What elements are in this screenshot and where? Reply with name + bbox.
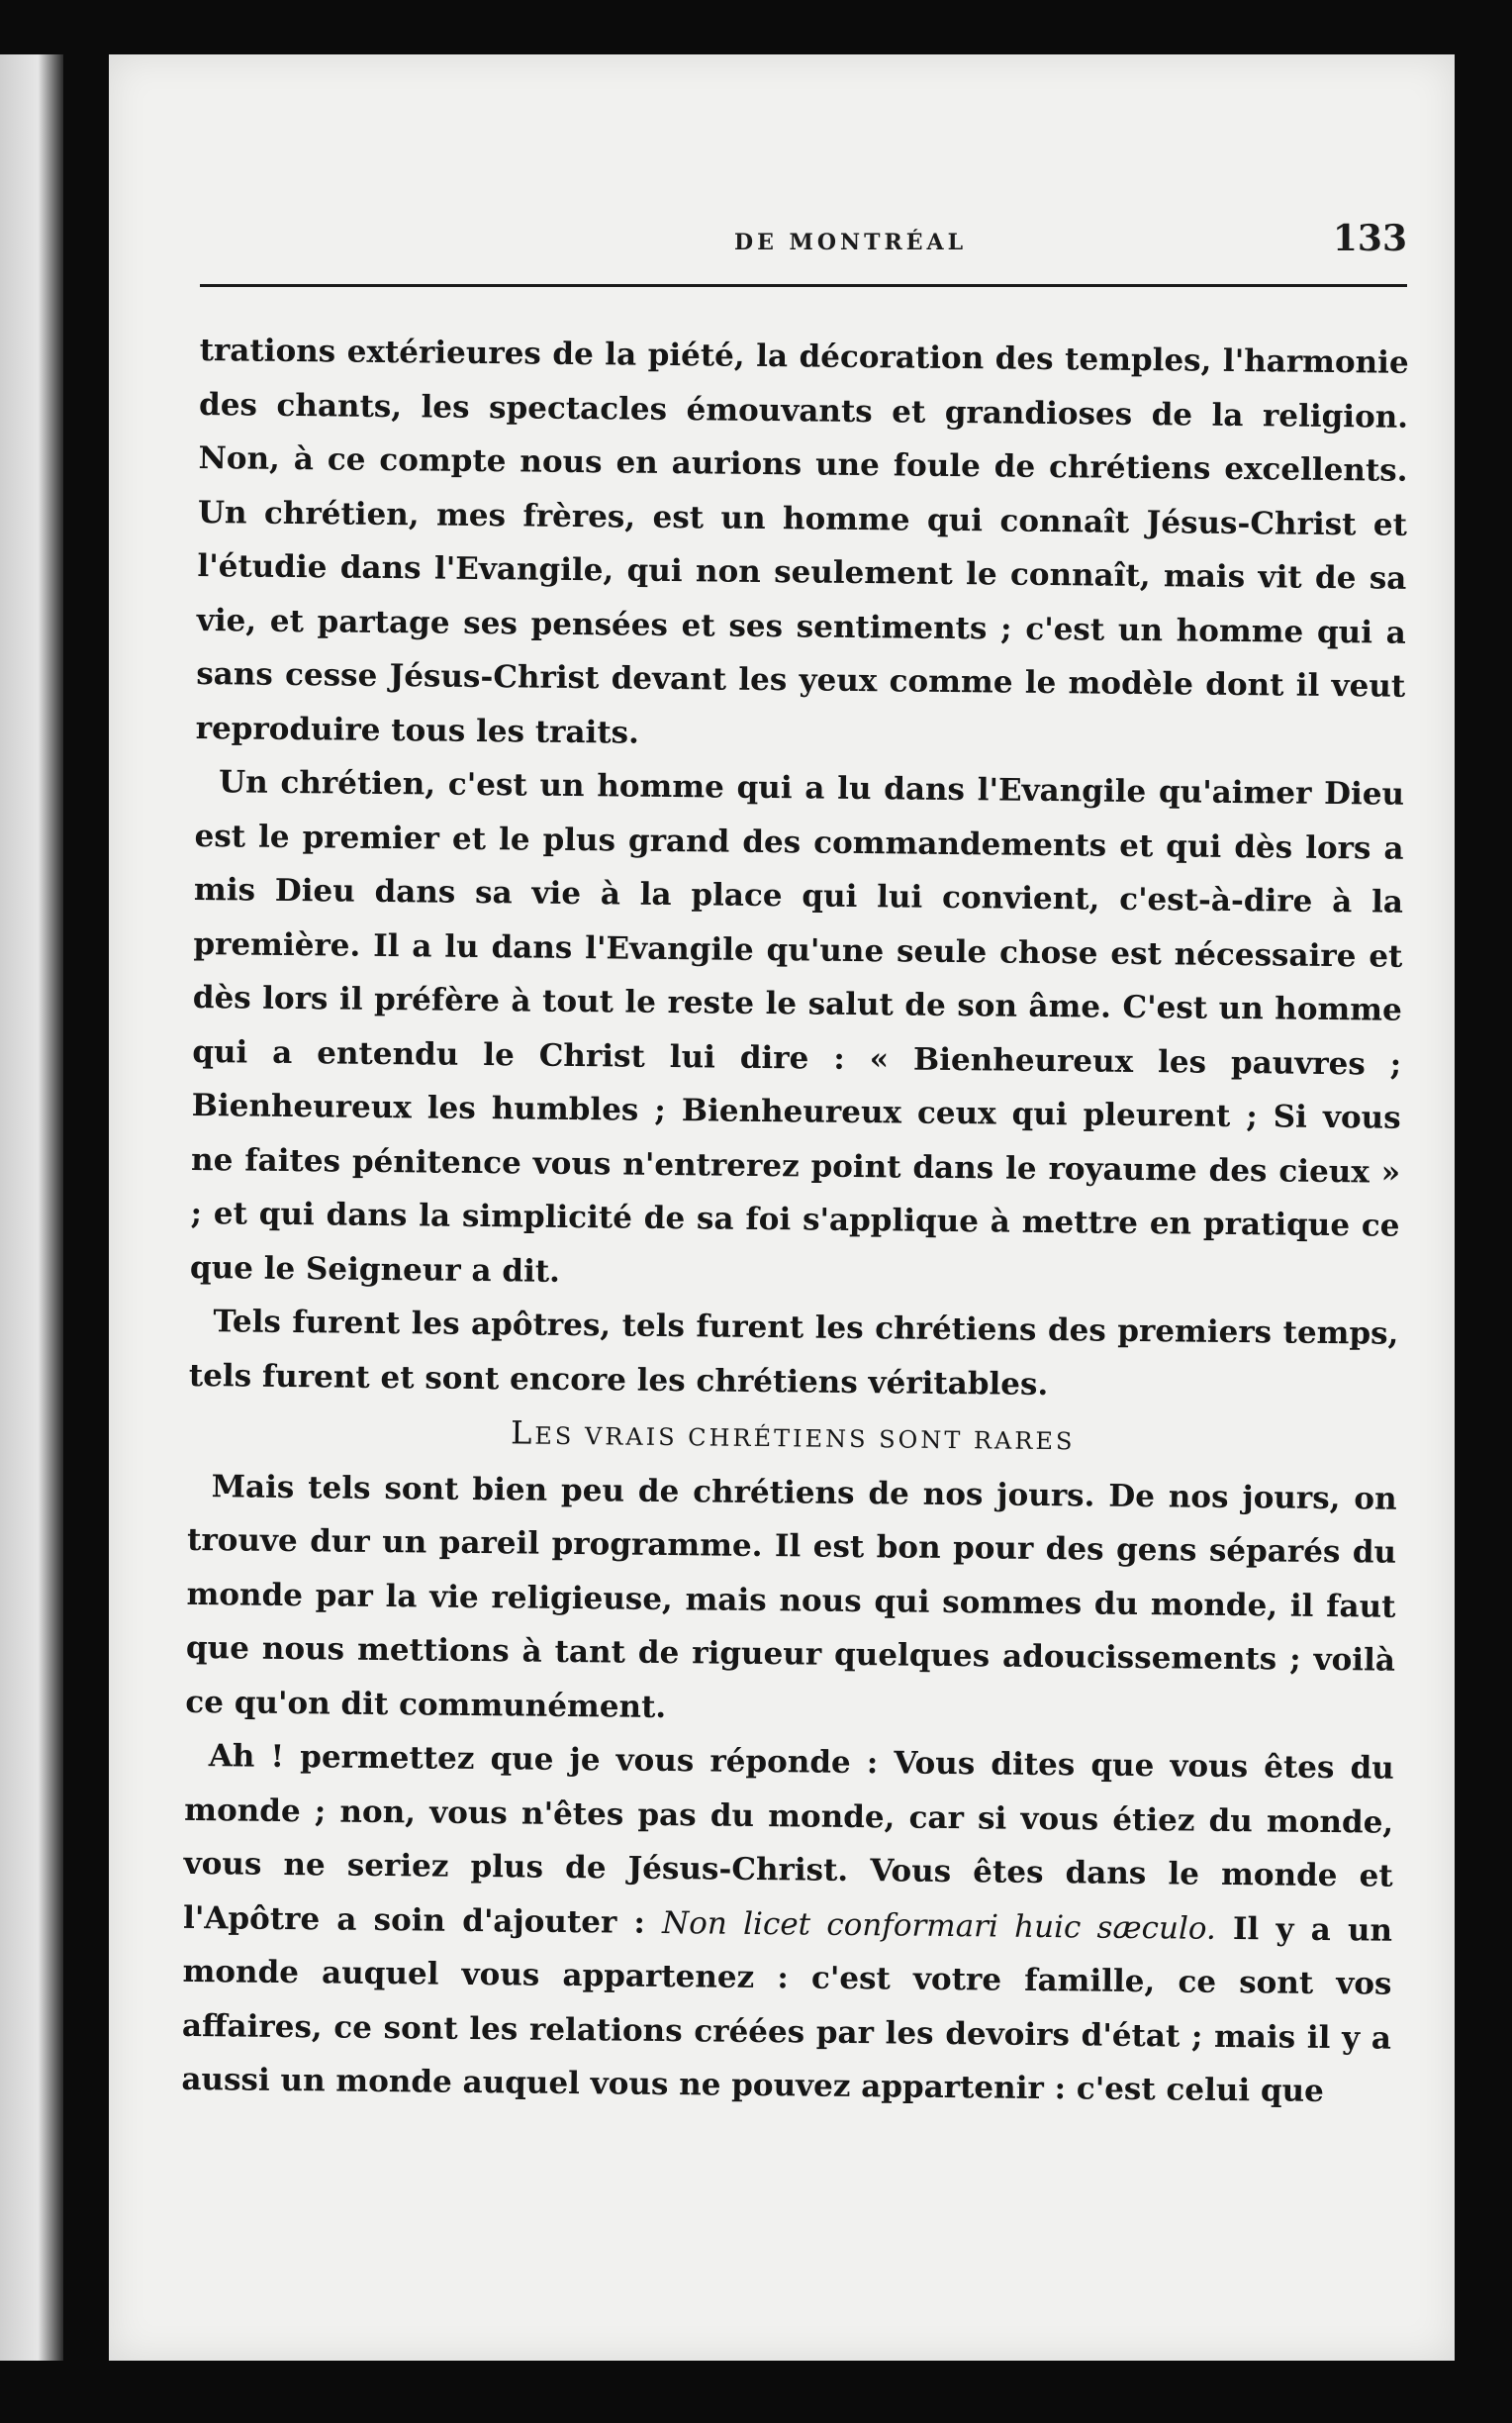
paragraph-2: Un chrétien, c'est un homme qui a lu dans l'Evangile qu'aimer Dieu est le premier et le plus grand des commandements et qui dès lors a mis Dieu dans sa vie à la place qui lui convient, c'est-à-dire à la première. Il a lu dans l'Evangile qu'une seule chose est nécessaire et dès lors il préfère à tout le reste le salut de son âme. C'est un homme qui a entendu le Christ lui dire : « Bienheureux les pauvres ; Bienheureux les humbles ; Bienheureux ceux qui pleurent ; Si vous ne faites pénitence vous n'entrerez point dans le royaume des cieux » ; et qui dans la simplicité de sa foi s'applique à mettre en pratique ce que le Seigneur a dit. xyxy=(189,764,1405,1290)
paragraph-5-text-b: Il y a un monde auquel vous appartenez : c'est votre famille, ce sont vos affaires, ce sont les relations créées par les devoirs d'état ; mais il y a aussi un monde auquel vous ne pouvez appartenir : c'est celui que xyxy=(181,1910,1393,2109)
paragraph-5-text-a: Ah ! permettez que je vous réponde : Vous dites que vous êtes du monde ; non, vous n'êtes pas du monde, car si vous étiez du monde, vous ne seriez plus de Jésus-Christ. Vous êtes dans le monde et l'Apôtre a soin d'ajouter : xyxy=(182,1738,1394,1941)
running-head: DE MONTRÉAL xyxy=(734,230,968,255)
paragraph-3: Tels furent les apôtres, tels furent les chrétiens des premiers temps, tels furent et sont encore les chrétiens véritables. xyxy=(188,1304,1399,1403)
adjacent-page-edge xyxy=(0,54,63,2361)
page-number: 133 xyxy=(1332,218,1407,259)
page-header xyxy=(200,218,1407,277)
header-rule xyxy=(200,284,1407,287)
book-page xyxy=(109,54,1455,2361)
body-text xyxy=(181,324,1409,2119)
paragraph-5 xyxy=(181,1729,1394,2119)
paragraph-1: trations extérieures de la piété, la décoration des temples, l'harmonie des chants, les spectacles émouvants et grandioses de la religion. Non, à ce compte nous en aurions une foule de chrétiens excellents. Un chrétien, mes frères, est un homme qui connaît Jésus-Christ et l'étudie dans l'Evangile, qui non seulement le connaît, mais vit de sa vie, et partage ses pensées et ses sentiments ; c'est un homme qui a sans cesse Jésus-Christ devant les yeux comme le modèle dont il veut reproduire tous les traits. xyxy=(195,332,1409,751)
section-heading-initial: L xyxy=(510,1413,535,1452)
latin-quotation: Non licet conformari huic sæculo. xyxy=(661,1904,1217,1947)
paragraph-4: Mais tels sont bien peu de chrétiens de nos jours. De nos jours, on trouve dur un pareil programme. Il est bon pour des gens séparés du monde par la vie religieuse, mais nous qui sommes du monde, il faut que nous mettions à tant de rigueur quelques adoucissements ; voilà ce qu'on dit communément. xyxy=(185,1468,1397,1725)
section-heading-rest: ES VRAIS CHRÉTIENS SONT RARES xyxy=(534,1421,1076,1456)
